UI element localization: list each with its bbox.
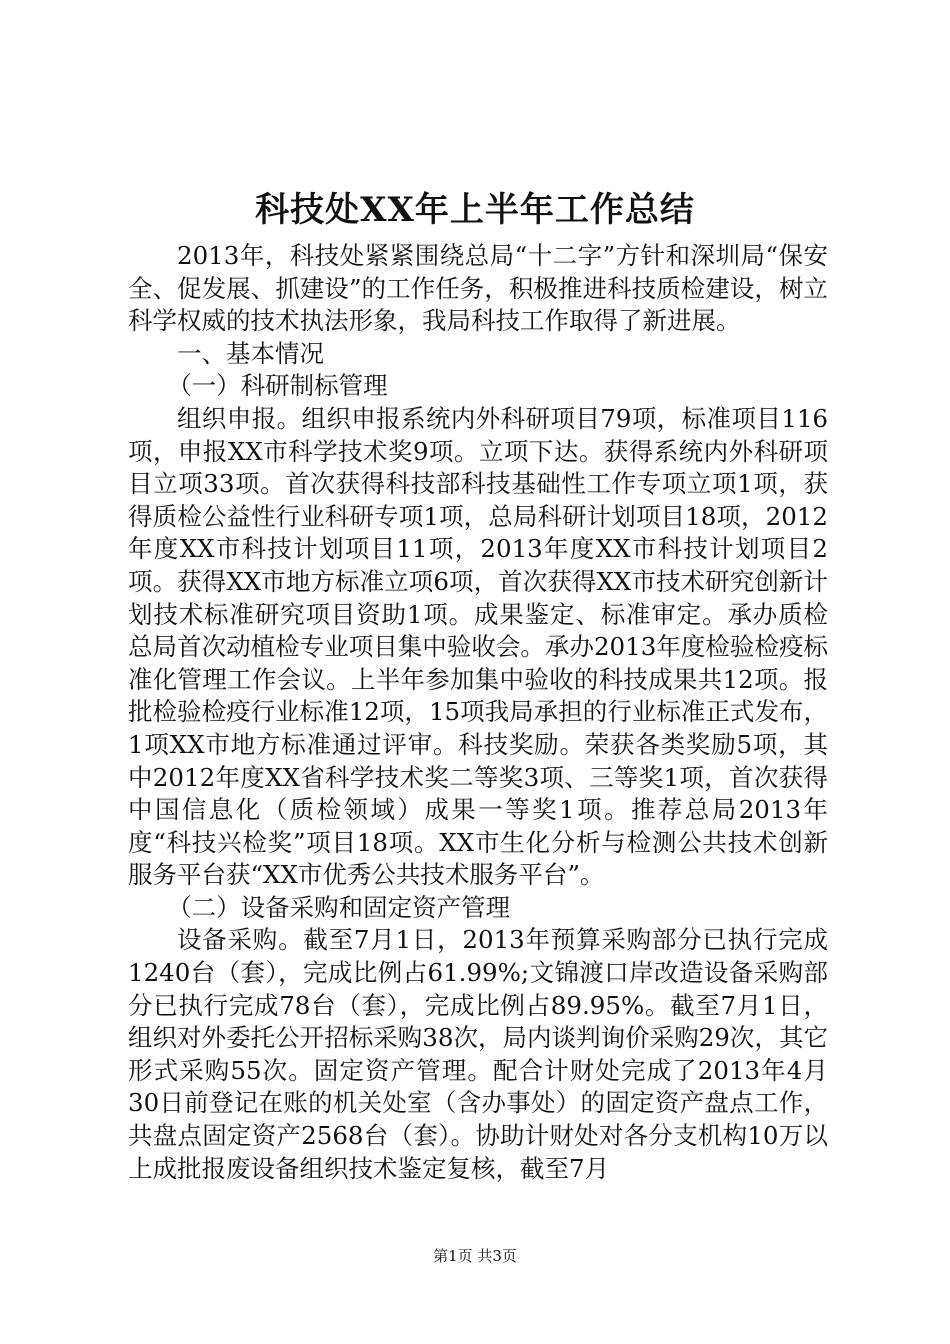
section-heading-basic-situation: 一、基本情况: [177, 338, 324, 368]
intro-paragraph: 2013年，科技处紧紧围绕总局“十二字”方针和深圳局“保安全、促发展、抓建设”的工作任务，积极推进科技质检建设，树立科学权威的技术执法形象，我局科技工作取得了新进展。: [128, 241, 828, 336]
equipment-paragraph: 设备采购。截至7月1日，2013年预算采购部分已执行完成1240台（套），完成比例占61.99%;文锦渡口岸改造设备采购部分已执行完成78台（套），完成比例占89.95%。截至7月1日，组织对外委托公开招标采购38次，局内谈判询价采购29次，其它形式采购55次。固定资产管理。配合计财处完成了2013年4月30日前登记在账的机关处室（含办事处）的固定资产盘点工作，共盘点固定资产2568台（套）。协助计财处对各分支机构10万以上成批报废设备组织技术鉴定复核，截至7月: [128, 925, 828, 1183]
subsection-heading-equipment: （二）设备采购和固定资产管理: [167, 892, 511, 922]
document-body: [128, 240, 828, 1185]
document-title: 科技处XX年上半年工作总结: [255, 190, 695, 230]
research-paragraph: 组织申报。组织申报系统内外科研项目79项，标准项目116项，申报XX市科学技术奖9项。立项下达。获得系统内外科研项目立项33项。首次获得科技部科技基础性工作专项立项1项，获得质检公益性行业科研专项1项，总局科研计划项目18项，2012年度XX市科技计划项目11项，2013年度XX市科技计划项目2项。获得XX市地方标准立项6项，首次获得XX市技术研究创新计划技术标准研究项目资助1项。成果鉴定、标准审定。承办质检总局首次动植检专业项目集中验收会。承办2013年度检验检疫标准化管理工作会议。上半年参加集中验收的科技成果共12项。报批检验检疫行业标准12项，15项我局承担的行业标准正式发布，1项XX市地方标准通过评审。科技奖励。荣获各类奖励5项，其中2012年度XX省科学技术奖二等奖3项、三等奖1项，首次获得中国信息化（质检领域）成果一等奖1项。推荐总局2013年度“科技兴检奖”项目18项。XX市生化分析与检测公共技术创新服务平台获“XX市优秀公共技术服务平台”。: [128, 403, 828, 890]
subsection-heading-research: （一）科研制标管理: [167, 371, 388, 401]
page-footer: 第1页 共3页: [433, 1247, 517, 1265]
